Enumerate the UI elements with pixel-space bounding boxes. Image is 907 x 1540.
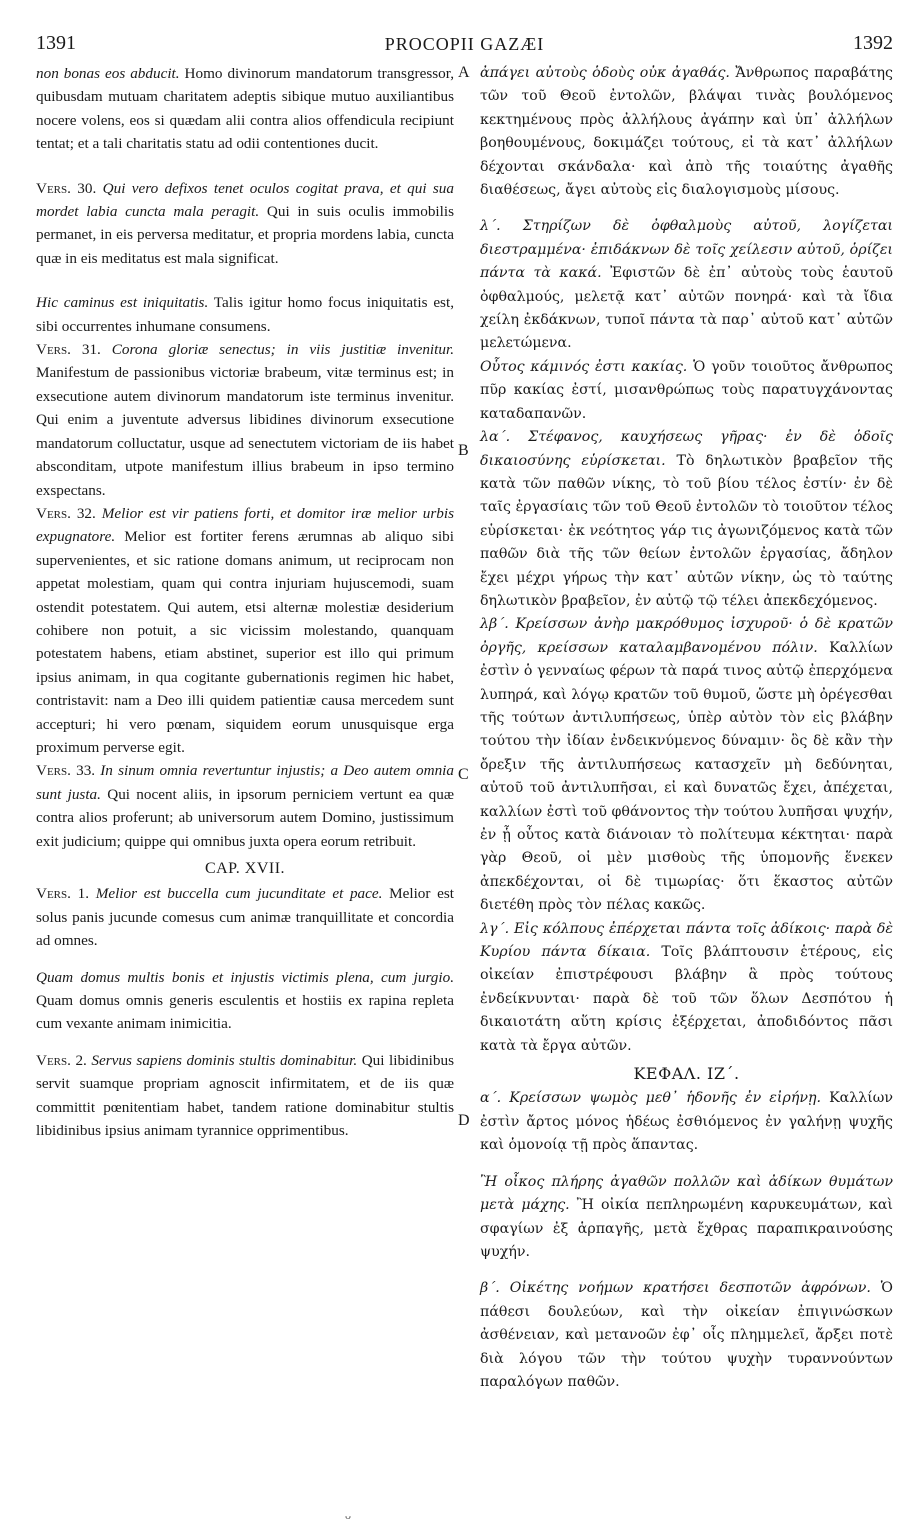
verse-label: Vers. 30.	[36, 179, 97, 197]
commentary: Qui in suis oculis immobilis permanet, in eis perversa meditatur, et propria mordens labia, cuncta quæ in eis meditatus est mala significat.	[36, 203, 454, 267]
greek-column	[480, 62, 893, 1394]
verse-label: Vers. 2.	[36, 1051, 87, 1069]
lemma: Melior est vir patiens forti, et domitor iræ melior urbis expugnatore.	[36, 504, 454, 546]
greek-paragraph	[480, 215, 893, 355]
lemma: ἀπάγει αὐτοὺς ὁδοὺς οὐκ ἀγαθάς.	[480, 65, 730, 81]
greek-paragraph	[480, 356, 893, 426]
commentary: Melior est solus panis jucunde comesus cum animæ tranquillitate et concordia ad omnes.	[36, 885, 454, 950]
lemma: α΄. Κρείσσων ψωμὸς μεθ᾽ ἡδονῆς ἐν εἰρήνῃ.	[480, 1090, 821, 1107]
commentary: Ἢ οἰκία πεπληρωμένη καρυκευμάτων, καὶ σφαγίων ἐξ ἁρπαγῆς, μετὰ ἔχθρας παραπικραινούσης ψυχήν.	[480, 1197, 893, 1260]
lemma: Qui vero defixos tenet oculos cogitat prava, et qui sua mordet labia cuncta mala peragit.	[36, 179, 454, 221]
commentary: Τοῖς βλάπτουσιν ἑτέρους, εἰς οἰκείαν ἐπιστρέφουσι βλάβην ἃ πρὸς τούτους ἐνδείκνυνται· παρὰ δὲ τοῦ τῶν ὅλων Δεσπότου ἡ δικαιοτάτη αὕτη κρίσις ἐξέρχεται, ἀποδιδόντος πᾶσι κατὰ τὰ ἔργα αὐτῶν.	[480, 944, 893, 1054]
commentary: Ἐφιστῶν δὲ ἐπ᾽ αὐτοὺς τοὺς ἑαυτοῦ ὀφθαλμούς, μελετᾷ κατ᾽ αὐτῶν πονηρά· καὶ τὰ ἴδια χείλη ἐκδάκνων, τυποῖ πάντα τὰ παρ᾽ αὐτοῦ κατ᾽ αὐτῶν μελετώμενα.	[480, 265, 893, 352]
commentary: Homo divinorum mandatorum transgressor, quibusdam mutuam charitatem adeptis sibique mutuo auxiliantibus nocere volens, eos si quædam alii contra alios offendicula recipiunt tentat; et a tali charitatis statu ad odii contentiones ducit.	[36, 65, 454, 153]
chapter-heading-greek: ΚΕΦΑΛ. ΙΖ΄.	[633, 1064, 740, 1084]
latin-paragraph	[36, 882, 454, 952]
page-header	[36, 32, 893, 58]
lemma: λ΄. Στηρίζων δὲ ὀφθαλμοὺς αὐτοῦ, λογίζεται διεστραμμένα· ἐπιδάκνων δὲ τοῖς χείλεσιν αὐτοῦ, ὁρίζει πάντα τὰ κακά.	[480, 218, 893, 282]
latin-paragraph	[36, 291, 454, 338]
margin-letter-d: D	[458, 1112, 470, 1129]
latin-paragraph	[36, 759, 454, 853]
lemma: λγ΄. Εἰς κόλπους ἐπέρχεται πάντα τοῖς ἀδίκοις· παρὰ δὲ Κυρίου πάντα δίκαια.	[480, 920, 893, 961]
page-number-right: 1392	[853, 32, 893, 54]
commentary: Quam domus omnis generis esculentis et hostiis ex rapina repleta cum vexante animam inimicitia.	[36, 992, 454, 1033]
commentary: Ἄνθρωπος παραβάτης τῶν τοῦ Θεοῦ ἐντολῶν, βλάψαι τινὰς βουλόμενος κεκτημένους πρὸς ἀλλήλους ἀγάπην καὶ ὑπ᾽ ἀλλήλων βοηθουμένους, δοκιμάζει τούτους, εἰ τὰ κατ᾽ ἀλλήλων δέχονται σκάνδαλα· καὶ ἀπὸ τῆς τοιαύτης ἀγαθῆς διαθέσεως, ἄγει αὐτοὺς εἰς διαλογισμοὺς μίσους.	[480, 65, 893, 199]
lemma: Quam domus multis bonis et injustis victimis plena, cum jurgio.	[36, 968, 454, 986]
margin-letter-c: C	[458, 766, 469, 783]
running-title: PROCOPII GAZÆI	[384, 34, 545, 54]
latin-paragraph	[36, 62, 454, 156]
lemma: Servus sapiens dominis stultis dominabitur.	[86, 1051, 358, 1069]
greek-paragraph	[480, 426, 893, 613]
page-number-left: 1391	[36, 32, 76, 54]
print-mark: ᴗ	[345, 1508, 351, 1522]
verse-label: Vers. 32.	[36, 504, 96, 522]
commentary: Qui nocent aliis, in ipsorum perniciem vertunt ea quæ contra alios proferunt; ab universorum autem Domino, justissimum exit judicium; quippe qui omnibus juxta opera eorum retribuit.	[36, 785, 454, 850]
greek-paragraph	[480, 1171, 893, 1265]
latin-paragraph	[36, 338, 454, 502]
margin-letter-b: B	[458, 442, 469, 459]
greek-paragraph	[480, 1277, 893, 1394]
lemma: In sinum omnia revertuntur injustis; a Deo autem omnia sunt justa.	[36, 762, 454, 803]
lemma: β΄. Οἰκέτης νοήμων κρατήσει δεσποτῶν ἀφρόνων.	[480, 1280, 871, 1297]
commentary: Ὁ γοῦν τοιοῦτος ἄνθρωπος πῦρ κακίας ἐστί, μισανθρώπως τοὺς παρατυγχάνοντας καταδαπανῶν.	[480, 358, 893, 422]
lemma: Ἢ οἶκος πλήρης ἀγαθῶν πολλῶν καὶ ἀδίκων θυμάτων μετὰ μάχης.	[480, 1173, 893, 1214]
commentary: Τὸ δηλωτικὸν βραβεῖον τῆς κατὰ τῶν παθῶν νίκης, τὸ τοῦ βίου τέλος ἐστίν· ἐν δὲ ταῖς ἐργασίαις τῶν τοῦ Θεοῦ ἐντολῶν τὸ τοιοῦτον τέλος εὑρίσκεται· ἐκ νεότητος γάρ τις ἀγωνιζόμενος κατὰ τῶν παθῶν διὰ τῆς τῶν θείων ἐντολῶν ἐργασίας, ἄδηλον ἔχει μέχρι γήρως τὴν κατ᾽ αὐτῶν νίκην, ὡς τὸ ταύτης δηλωτικὸν βραβεῖον, ἐν αὐτῷ τῷ τέλει ἀπεκδεχόμενος.	[480, 452, 893, 609]
verse-label: Vers. 33.	[36, 762, 96, 780]
greek-paragraph	[480, 62, 893, 202]
latin-paragraph	[36, 502, 454, 759]
lemma: Οὗτος κάμινός ἐστι κακίας.	[480, 358, 688, 375]
margin-letter-a: A	[458, 64, 470, 81]
chapter-heading-latin: CAP. XVII.	[204, 860, 286, 877]
commentary: Καλλίων ἐστὶν ὁ γενναίως φέρων τὰ παρά τινος αὐτῷ ἐπερχόμενα λυπηρά, καὶ λόγῳ κρατῶν τοῦ θυμοῦ, ὥστε μὴ ὀρέγεσθαι τῆς τούτων ἀντιλυπήσεως, ὑπὲρ αὐτὸν τὸν εἰς βλάβην τούτου τὴν ἰδίαν ἐνδεικνύμενος δύναμιν· ὃς δὲ κἂν τὴν ὄρεξιν τῆς ἀντιλυπήσεως κατασχεῖν μὴ δεδύνηται, αὐτοῦ τοῦ ἀντιλυπῆσαι, εἰ καὶ δυνατῶς ἔχει, ἀπέχεται, καλλίων ἐστὶ τοῦ φθάνοντος τὴν τούτου λυπῆσαι ψυχήν, ἐν ᾗ οὗτος κατὰ διάνοιαν τὸ πολίτευμα κέκτηται· παρὰ γὰρ Θεοῦ, οἱ μὲν μισθοὺς τῆς ὑπομονῆς ἕνεκεν ἀπεκδέχονται, οἱ δὲ τιμωρίας· ὅτι ἕκαστος αὐτῶν διετέθη πρὸς τὸν πέλας κακῶς.	[480, 639, 894, 914]
latin-column	[36, 62, 454, 1142]
latin-paragraph	[36, 1049, 454, 1143]
lemma: Melior est buccella cum jucunditate et pace.	[89, 885, 383, 903]
greek-paragraph	[480, 1087, 893, 1157]
latin-paragraph	[36, 177, 454, 271]
lemma: non bonas eos abducit.	[36, 65, 180, 82]
greek-paragraph	[480, 613, 893, 917]
verse-label: Vers. 1.	[36, 885, 90, 903]
lemma: λβ΄. Κρείσσων ἀνὴρ μακρόθυμος ἰσχυροῦ· ὁ δὲ κρατῶν ὀργῆς, κρείσσων καταλαμβανομένου πόλιν.	[480, 616, 893, 656]
lemma: Corona gloriæ senectus; in viis justitiæ invenitur.	[100, 341, 454, 359]
lemma: Hic caminus est iniquitatis.	[36, 294, 209, 312]
commentary: Ὁ πάθεσι δουλεύων, καὶ τὴν οἰκείαν ἐπιγινώσκων ἀσθένειαν, καὶ μετανοῶν ἐφ᾽ οἷς πλημμελεῖ, ἄρξει ποτὲ διὰ λόγου τῶν τὴν τούτου ψυχὴν τυραννούντων παραλόγων παθῶν.	[480, 1280, 894, 1390]
commentary: Melior est fortiter ferens ærumnas ab aliquo sibi supervenientes, et sic ratione domans animum, ut reciprocam non appetat molestiam, quam qui contra injuriam hujuscemodi, suam ostendit potestatem. Qui autem, etsi alternæ molestiæ desiderium cohibere non potuit, a sic vicissim molestando, quanquam potestatem habens, etiam abstinet, superior est illo qui primum ipsius animam, in qua cogitante gubernationis regimen hic habet, contristavit: nam a Deo illi quidem patientiæ causa mercedem sunt accepturi; hi vero pœnam, siquidem eorum unusquisque erga proximum perverse egit.	[36, 528, 454, 756]
commentary: Manifestum de passionibus victoriæ brabeum, vitæ terminus est; in exsecutione autem divinorum mandatorum iste terminus invenitur. Qui enim a juventute adversus libidines divinorum exsecutione mandatorum colluctatur, usque ad senectutem victoriam de iis habet absconditam, utpote manifestum illius brabeum in ipso termino exspectans.	[36, 364, 454, 499]
commentary: Καλλίων ἐστὶν ἄρτος μόνος ἡδέως ἐσθιόμενος ἐν γαλήνῃ ψυχῆς καὶ ὁμονοίᾳ τῇ πρὸς ἅπαντας.	[480, 1090, 893, 1154]
lemma: λα΄. Στέφανος, καυχήσεως γῆρας· ἐν δὲ ὁδοῖς δικαιοσύνης εὑρίσκεται.	[480, 429, 893, 469]
verse-label: Vers. 31.	[36, 341, 101, 359]
latin-paragraph	[36, 966, 454, 1036]
commentary: Talis igitur homo focus iniquitatis est, sibi occurrentes inhumane consumens.	[36, 294, 454, 335]
greek-paragraph	[480, 918, 893, 1058]
commentary: Qui libidinibus servit suamque propriam agnoscit infirmitatem, et de iis quæ committit pœnitentiam habet, tandem ratione dominabitur stultis libidinibus ipsius animam tyrannice opprimentibus.	[36, 1051, 454, 1140]
